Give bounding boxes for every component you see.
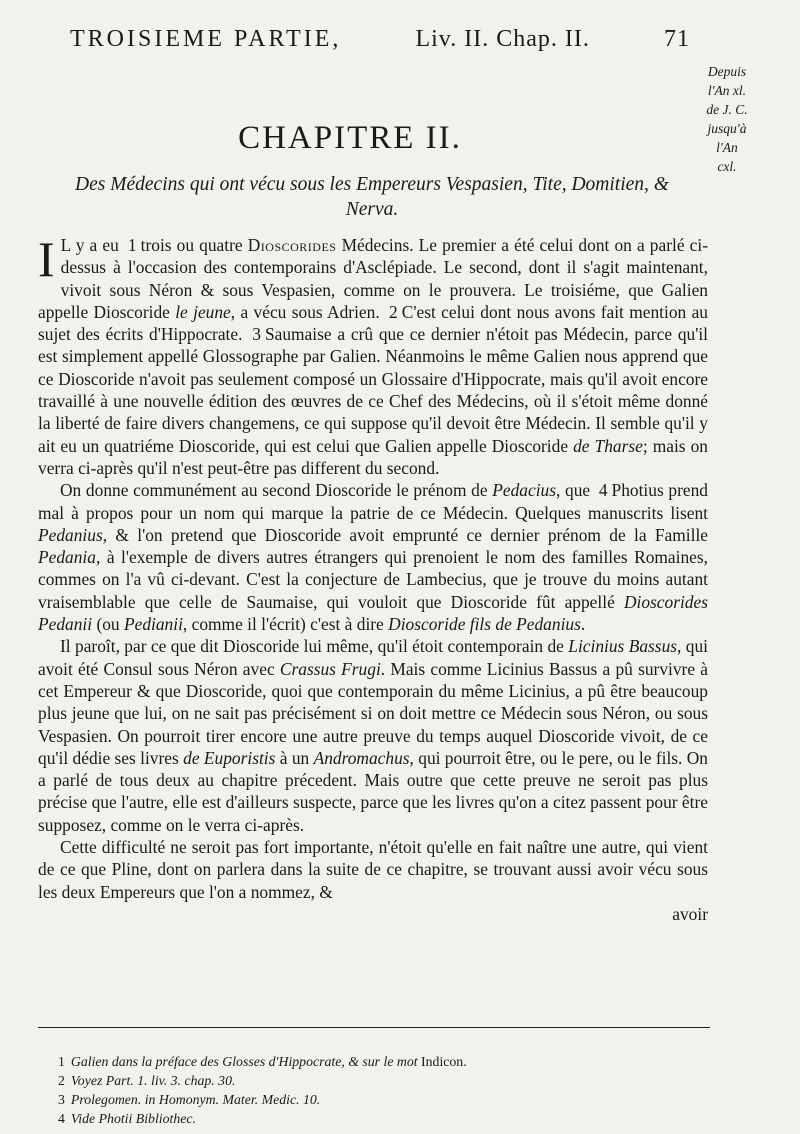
footnote-text: Galien dans la préface des Glosses d'Hippocrate, & sur le mot — [70, 1054, 422, 1069]
text-run: , qui pourroit être, ou le pere, ou le fils. On a parlé de tous deux au chapitre précedent. Mais outre que cette preuve ne seroit pas plus précise que l'autre, elle est d'ailleurs suspecte, parce que les livres qu'on a citez passent pour être supposez, comme on le verra ci-après. — [38, 747, 709, 835]
italic-text: Pedania — [38, 547, 96, 568]
footnote — [58, 1052, 698, 1071]
page-number: 71 — [663, 26, 690, 52]
text-run: trois ou quatre — [140, 235, 248, 255]
text-run: (ou — [92, 614, 124, 635]
margin-note-line: l'An xl. — [707, 83, 747, 98]
italic-text: de Tharse — [573, 435, 643, 456]
running-head-chapter: Liv. II. Chap. II. — [415, 26, 590, 52]
footnote-number: 3 — [58, 1092, 65, 1107]
chapter-title: CHAPITRE II. — [238, 120, 462, 156]
text-run: , comme il l'écrit) c'est à dire — [182, 614, 389, 635]
footnote-number: 1 — [58, 1054, 65, 1069]
margin-note-line: jusqu'à — [707, 121, 747, 136]
text-run: , à l'exemple de divers autres étrangers qui prenoient le nom des familles Romaines, commes on l'a vû ci-devant. C'est la conjecture de Lambecius, que je trouve du moins autant vraisemblable que celle de Saumaise, qui vouloit que Dioscoride fût appellé — [38, 547, 708, 612]
text-run: . Mais comme Licinius Bassus a pû survivre à cet Empereur & que Dioscoride, quoi que contemporain du même Licinius, a pû être beaucoup plus jeune que lui, on ne sait pas précisément si on doit mettre ce Médecin sous Néron, ou sous Vespasien. On pourroit tirer encore une autre preuve du temps auquel Dioscoride vivoit, de ce qu'il dédie ses livres — [38, 658, 708, 768]
text-run: On donne communément au second Dioscoride le prénom de — [60, 480, 493, 501]
margin-note-line: l'An — [716, 140, 738, 155]
footnote-ref: 2 — [389, 301, 398, 322]
footnote — [58, 1071, 698, 1090]
italic-text: le jeune — [175, 301, 231, 322]
footnote — [58, 1109, 698, 1128]
italic-text: Pedacius — [492, 480, 557, 501]
text-run: L y a eu — [60, 235, 124, 255]
footnote-text: Prolegomen. in Homonym. Mater. Medic. 10. — [70, 1092, 321, 1107]
text-run: Il paroît, par ce que dit Dioscoride lui même, qu'il étoit contemporain de — [60, 636, 569, 657]
footnote-ref: 4 — [598, 480, 608, 501]
paragraph — [38, 836, 708, 903]
text-run: , a vécu sous Adrien. — [230, 301, 386, 322]
text-run: Saumaise a crû que ce dernier n'étoit pas Médecin, parce qu'il est simplement appellé Glossographe par Galien. Néanmoins le même Galien nous apprend que ce Dioscoride n'avoit pas seulement composé un Glossaire d'Hippocrate, mais qu'il avoit encore travaillé à une nouvelle édition des œuvres de ce Chef des Médecins, où il s'étoit même donné la liberté de faire divers changemens, ce qui suppose qu'il devoit être Médecin. Il semble qu'il y ait eu un quatriéme Dioscoride, qui est celui que Galien appelle Dioscoride — [38, 324, 709, 456]
footnote-ref: 1 — [127, 235, 137, 255]
italic-text: Crassus Frugi — [279, 658, 381, 679]
text-run: Photius prend mal à propos pour un nom qui marque la patrie de ce Médecin. Quelques manuscrits lisent — [38, 480, 708, 523]
text-run: . — [580, 614, 586, 635]
margin-note-line: Depuis — [707, 64, 747, 79]
drop-cap: I — [38, 231, 55, 287]
chapter-subtitle: Des Médecins qui ont vécu sous les Empereurs Vespasien, Tite, Domitien, & Nerva. — [75, 174, 669, 220]
footnote-text: Vide Photii Bibliothec. — [70, 1111, 196, 1126]
running-header — [70, 26, 690, 53]
margin-note-line: de J. C. — [706, 102, 748, 117]
catchword: avoir — [672, 903, 708, 924]
text-run: ; mais on verra ci-après qu'il n'est peut-être pas different du second. — [38, 435, 708, 478]
text-run: Cette difficulté ne seroit pas fort importante, n'étoit qu'elle en fait naître une autre, qui vient de ce que Pline, dont on parlera dans la suite de ce chapitre, se trouvant aussi avoir vécu sous les deux Empereurs que l'on a nommez, & — [38, 837, 708, 902]
italic-text: Dioscoride fils de Pedanius — [388, 614, 581, 635]
text-run: , & l'on pretend que Dioscoride avoit emprunté ce dernier prénom de la Famille — [102, 524, 708, 545]
paragraph — [38, 635, 708, 836]
italic-text: de Euporistis — [183, 747, 276, 768]
running-head-part: TROISIEME PARTIE, — [70, 26, 342, 52]
italic-text: Pedianii — [123, 614, 183, 635]
paragraph — [38, 231, 709, 479]
body-text — [38, 231, 709, 925]
italic-text: Dioscorides Pedanii — [38, 591, 708, 635]
marginal-date-note — [697, 62, 757, 176]
footnotes — [58, 1052, 698, 1128]
footnote — [58, 1090, 698, 1109]
text-run: C'est celui dont nous avons fait mention au sujet des écrits d'Hippocrate. — [38, 301, 708, 345]
footnote-number: 4 — [58, 1111, 65, 1126]
margin-note-line: cxl. — [717, 159, 737, 174]
footnote-text: Indicon. — [421, 1054, 467, 1069]
italic-text: Andromachus — [313, 747, 410, 768]
footnote-text: Voyez Part. 1. liv. 3. chap. 30. — [70, 1073, 236, 1088]
text-run: Médecins. Le premier a été celui dont on a parlé ci-dessus à l'occasion des contemporains d'Asclépiade. Le second, dont il s'agit maintenant, vivoit sous Néron & sous Vespasien, comme on le prouvera. Le troisiéme, que Galien appelle Dioscoride — [38, 235, 709, 322]
paragraph — [38, 479, 708, 635]
italic-text: Pedanius — [38, 524, 103, 545]
text-run: , qui avoit été Consul sous Néron avec — [38, 636, 708, 679]
footnote-ref: 3 — [252, 324, 261, 345]
small-caps-text: Dioscorides — [247, 235, 337, 255]
text-run: à un — [275, 747, 314, 768]
footnote-rule — [38, 1027, 710, 1028]
italic-text: Licinius Bassus — [568, 636, 678, 657]
text-run: , que — [556, 480, 595, 501]
footnote-number: 2 — [58, 1073, 65, 1088]
